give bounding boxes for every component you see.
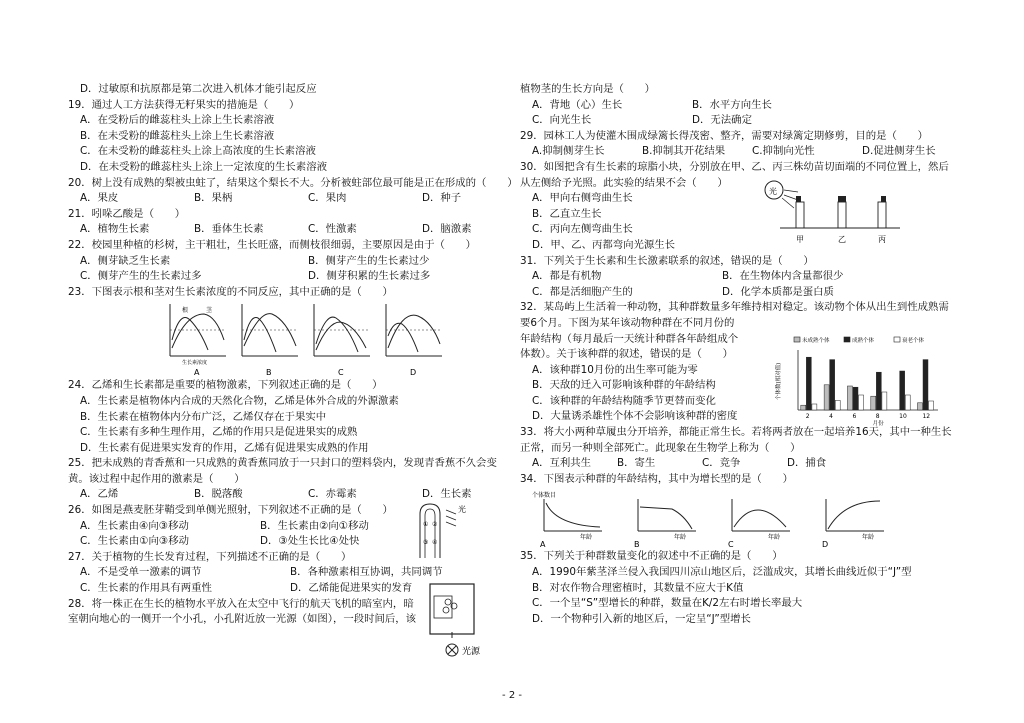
q31-option-c: C．都是活细胞产生的 [532,285,633,298]
x-tick-8: 8 [875,413,880,420]
x-tick-6: 6 [852,413,857,420]
legend-label-2: 衰老个体 [902,338,925,344]
q34-label-d: D [822,540,829,550]
q21-options [68,222,536,238]
q34-label-c: C [728,540,734,550]
q23-label-b: B [266,368,272,378]
q33-options [520,456,872,472]
q27-stem: 27．关于植物的生长发育过程，下列描述不正确的是（ ） [68,550,352,563]
q34-graphs-svg [520,487,920,549]
seedling-bing [878,196,886,244]
q28-darkroom-figure [426,582,502,664]
q20-options [68,191,536,207]
q26-option-b: B．生长素由②向①移动 [260,519,369,532]
q33-option-d: D．捕食 [787,457,827,470]
q31-option-b: B．在生物体内含量都很少 [722,270,844,283]
q32-stem-1: 32．某岛屿上生活着一种动物，其种群数量多年维持相对稳定。该动物个体从出生到性成熟需 [520,301,949,314]
q30-option-b: B．乙直立生长 [532,207,602,220]
q25-option-a: A．乙烯 [80,488,119,501]
q27-options-row1 [68,565,500,581]
q18-option-d: D．过敏原和抗原都是第二次进入机体才能引起反应 [80,83,317,95]
bar-12-1 [923,360,928,410]
q35-option-d: D．一个物种引入新的地区后，一定呈“J”型增长 [532,612,751,625]
bar-12-0 [917,403,922,410]
q23-label-a: A [194,368,200,378]
x-axis-label: 月份 [872,421,884,426]
legend-label-1: 成熟个体 [852,338,875,344]
q34-label-a: A [540,540,546,550]
q20-stem: 20．树上没有成熟的梨被虫蛀了，结果这个梨长不大。分析被蛀部位最可能是正在形成的（ ） [68,176,518,189]
q29-stem: 29．园林工人为使灌木围成绿篱长得茂密、整齐，需要对绿篱定期修剪，目的是（ ） [520,129,929,142]
q30-option-c: C．丙向左侧弯曲生长 [532,223,633,236]
q33-stem-1: 33．将大小两种草履虫分开培养，都能正常生长。若将两者放在一起培养16天，其中一种生长 [520,426,952,439]
q26-option-a: A．生长素由④向③移动 [80,519,189,532]
q34-b-xlabel: 年龄 [674,534,687,542]
seedling-yi [838,196,846,244]
q32-option-d: D．大量诱杀雄性个体不会影响该种群的密度 [532,410,738,423]
q21-option-c: C．性激素 [308,223,357,236]
q29-options [520,144,972,160]
q21-option-b: B．垂体生长素 [194,223,264,236]
q34-graph-a [532,491,602,549]
bar-8-1 [876,372,881,410]
q35-option-a: A．1990年紫茎泽兰侵入我国四川凉山地区后，泛滥成灾，其增长曲线近似于“J”型 [532,566,912,579]
q26-option-d: D．③处生长比④处快 [260,535,360,548]
bar-8-2 [882,392,887,410]
q21-stem: 21．吲哚乙酸是（ ） [68,207,186,220]
q30-label-bing: 丙 [878,235,886,244]
q23-a-label-root: 根 [182,307,189,315]
q31-stem: 31．下列关于生长素和生长激素联系的叙述，错误的是（ ） [520,254,814,267]
q33-stem-2: 正常，而另一种则全部死亡。此现象在生物学上称为（ ） [520,441,801,454]
legend-swatch-0 [794,337,800,342]
q19-option-b: B．在未受粉的雌蕊柱头上涂上生长素溶液 [80,129,275,142]
q33-option-c: C．竞争 [702,457,741,470]
bar-6-1 [853,387,858,410]
q25-option-d: D．生长素 [422,488,472,501]
q27-option-b: B．各种激素相互协调，共同调节 [290,566,443,579]
q25-stem-1: 25．把未成熟的青香蕉和一只成熟的黄香蕉同放于一只封口的塑料袋内，发现青香蕉不久会变 [68,457,497,470]
q20-option-a: A．果皮 [80,192,119,205]
seedling-jia [796,196,804,244]
q28-options-row2 [520,113,852,129]
q31-options-row2 [520,285,912,301]
q19-option-d: D．在未受粉的雌蕊柱头上涂上一定浓度的生长素溶液 [80,160,327,173]
q22-options-row2 [68,269,536,285]
q26-stem: 26．如图是燕麦胚芽鞘受到单侧光照射，下列叙述不正确的是（ ） [68,504,393,517]
q20-option-c: C．果肉 [308,192,347,205]
q33-option-a: A．互利共生 [532,457,592,470]
svg-text:①: ① [423,521,429,528]
q30-option-d: D．甲、乙、丙都弯向光源生长 [532,238,676,251]
q26-options-row2 [68,534,440,550]
bar-8-0 [871,396,876,410]
bar-10-2 [905,395,910,410]
x-tick-10: 10 [899,413,907,420]
bar-2-0 [801,405,806,410]
q26-option-c: C．生长素由①向③移动 [80,535,190,548]
q28-option-b: B．水平方向生长 [692,98,772,111]
q30-stem-2: 从左侧给予光照。此实验的结果不会（ ） [520,176,728,189]
legend-label-0: 未成熟个体 [802,338,830,344]
q23-stem: 23．下图表示根和茎对生长素浓度的不同反应，其中正确的是（ ） [68,285,393,298]
q23-graph-a [170,304,226,377]
q34-d-xlabel: 年龄 [862,534,875,542]
q22-option-a: A．侧芽缺乏生长素 [80,254,171,267]
q32-option-b: B．天敌的迁入可影响该种群的年龄结构 [532,379,716,392]
q25-stem-2: 黄。该过程中起作用的激素是（ ） [68,472,245,485]
q26-light-label: 光 [458,505,466,514]
q28-stem-1: 28．将一株正在生长的植物水平放入在太空中飞行的航天飞机的暗室内，暗 [68,597,414,610]
q23-graph-b [242,304,298,377]
q23-label-c: C [338,368,344,378]
q30-stem-1: 30．如图把含有生长素的琼脂小块，分别放在甲、乙、丙三株幼苗切面端的不同位置上，然后 [520,160,949,173]
q28-option-c: C．向光生长 [532,114,592,127]
q23-a-label-stem: 茎 [206,307,213,315]
q32-option-c: C．该种群的年龄结构随季节更替而变化 [532,394,716,407]
q35-option-b: B．对农作物合理密植时，其数量不应大于K值 [532,581,744,594]
q31-option-a: A．都是有机物 [532,270,602,283]
legend-swatch-1 [844,337,850,342]
q28-stem-2: 室朝向地心的一侧开一个小孔，小孔附近放一光源（如图），一段时间后，该 [68,613,417,626]
q34-stem: 34．下图表示种群的年龄结构，其中为增长型的是（ ） [520,472,793,485]
q34-graph-b [634,499,696,549]
x-tick-4: 4 [829,413,833,420]
q26-options-row1 [68,519,440,535]
q25-option-c: C．赤霉素 [308,488,357,501]
x-tick-12: 12 [922,413,931,420]
q27-option-d: D．乙烯能促进果实的发育 [290,582,413,595]
q24-option-c: C．生长素有多种生理作用，乙烯的作用只是促进果实的成熟 [80,426,358,439]
q28-light-source-label: 光源 [462,647,481,657]
q21-option-a: A．植物生长素 [80,223,150,236]
q30-seedlings-figure [760,178,910,248]
q21-option-d: D．脑激素 [422,223,472,236]
q22-options-row1 [68,254,536,270]
q34-a-xlabel: 年龄 [580,534,593,542]
q23-graph-d [386,304,442,377]
q34-label-b: B [634,540,640,550]
q29-option-c: C.抑制向光性 [752,145,815,158]
q34-c-xlabel: 年龄 [768,534,781,542]
q32-stem-2: 要6个月。下图为某年该动物种群在不同月份的 [520,316,735,329]
q24-option-a: A．生长素是植物体内合成的天然化合物，乙烯是体外合成的外源激素 [80,394,399,407]
q30-label-yi: 乙 [838,235,846,244]
q22-option-d: D．侧芽积累的生长素过多 [308,270,431,283]
legend-swatch-2 [894,337,900,342]
q35-stem: 35．下列关于种群数量变化的叙述中不正确的是（ ） [520,550,783,563]
q19-option-c: C．在未受粉的雌蕊柱头上涂上高浓度的生长素溶液 [80,145,316,158]
bar-4-2 [835,400,840,410]
q28-option-a: A．背地（心）生长 [532,98,623,111]
svg-text:③: ③ [423,539,429,546]
q24-stem: 24．乙烯和生长素都是重要的植物激素，下列叙述正确的是（ ） [68,379,383,392]
q22-option-b: B．侧芽产生的生长素过少 [308,254,430,267]
q26-coleoptile-figure [398,500,468,560]
q34-a-ylabel: 个体数目 [532,492,557,500]
q24-option-b: B．生长素在植物体内分布广泛，乙烯仅存在于果实中 [80,410,327,423]
q23-label-d: D [410,368,417,378]
q30-option-a: A．甲向右侧弯曲生长 [532,192,633,205]
q25-option-b: B．脱落酸 [194,488,243,501]
svg-text:④: ④ [432,539,438,546]
q28-options-row1 [520,98,852,114]
q23-figure [68,300,536,378]
bar-10-1 [900,371,905,410]
bar-6-0 [847,386,852,410]
q19-option-a: A．在受粉后的雌蕊柱头上涂上生长素溶液 [80,114,275,127]
svg-text:②: ② [432,521,438,528]
q29-option-a: A.抑制侧芽生长 [532,145,605,158]
bar-12-2 [929,401,934,410]
q35-option-c: C．一个呈“S”型增长的种群，数量在K/2左右时增长率最大 [532,597,803,610]
q31-option-d: D．化学本质都是蛋白质 [722,285,834,298]
q20-option-d: D．种子 [422,192,462,205]
q31-options-row1 [520,269,912,285]
q32-stem-3: 年龄结构（每月最后一天统计种群各年龄组成个 [520,332,739,345]
q28-stem-continued: 植物茎的生长方向是（ ） [520,83,656,95]
q29-option-b: B.抑制其开花结果 [642,145,726,158]
q23-graph-c [314,304,370,377]
q32-age-structure-chart [768,334,944,426]
x-tick-2: 2 [805,413,810,420]
q32-option-a: A．该种群10月份的出生率可能为零 [532,363,698,376]
q24-option-d: D．生长素有促进果实发育的作用，乙烯有促进果实成熟的作用 [80,441,369,454]
q33-option-b: B．寄生 [617,457,656,470]
q29-option-d: D.促进侧芽生长 [862,145,936,158]
q30-sun-label: 光 [769,187,777,196]
q34-figure [520,487,972,549]
page-number: - 2 - [502,690,522,701]
q22-option-c: C．侧芽产生的生长素过多 [80,270,202,283]
bar-2-2 [812,404,817,410]
bar-2-1 [806,357,811,410]
q28-option-d: D．无法确定 [692,114,752,127]
q27-option-c: C．生长素的作用具有两重性 [80,582,212,595]
q23-graphs-svg [164,300,464,378]
q19-stem: 19．通过人工方法获得无籽果实的措施是（ ） [68,98,300,111]
q22-stem: 22．校园里种植的杉树，主干粗壮，生长旺盛，而侧枝很细弱，主要原因是由于（ ） [68,238,477,251]
bar-4-1 [830,360,835,410]
q30-label-jia: 甲 [796,235,804,244]
q34-graph-d [822,499,884,549]
q27-option-a: A．不是受单一激素的调节 [80,566,202,579]
q20-option-b: B．果柄 [194,192,233,205]
q23-a-axis-label: 生长素浓度 [182,360,208,367]
q32-stem-4: 体数）。关于该种群的叙述，错误的是（ ） [520,348,734,361]
y-axis-label: 个体数(相对值) [776,362,782,400]
bar-4-0 [824,385,829,410]
bar-6-2 [859,395,864,410]
q34-graph-c [728,499,790,549]
